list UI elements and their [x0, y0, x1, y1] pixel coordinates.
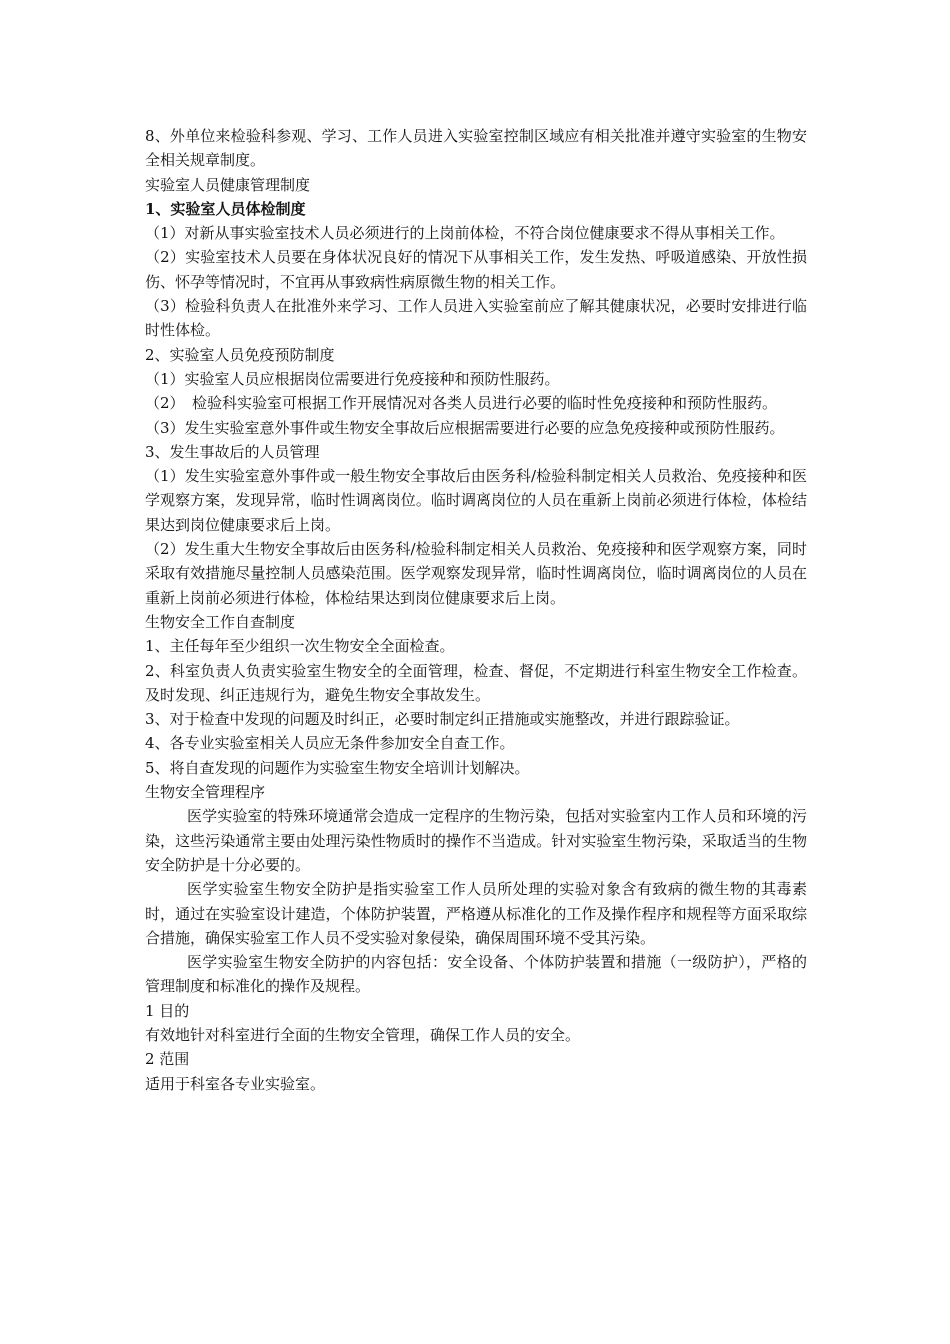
- subsection-heading: 2、实验室人员免疫预防制度: [145, 345, 335, 364]
- paragraph: （1）对新从事实验室技术人员必须进行的上岗前体检，不符合岗位健康要求不得从事相关工作。: [145, 224, 785, 243]
- list-item: 2、科室负责人负责实验室生物安全的全面管理，检查、督促，不定期进行科室生物安全工作检查。及时发现、纠正违规行为，避免生物安全事故发生。: [145, 661, 807, 704]
- subsection-heading: 1、实验室人员体检制度: [145, 199, 306, 218]
- paragraph: 医学实验室生物安全防护是指实验室工作人员所处理的实验对象含有致病的微生物的其毒素时，通过在实验室设计建造，个体防护装置，严格遵从标准化的工作及操作程序和规程等方面采取综合措施，确保实验室工作人员不受实验对象侵染，确保周围环境不受其污染。: [145, 880, 807, 947]
- list-item: 5、将自查发现的问题作为实验室生物安全培训计划解决。: [145, 758, 530, 777]
- paragraph: （2） 检验科实验室可根据工作开展情况对各类人员进行必要的临时性免疫接种和预防性服药。: [145, 394, 778, 413]
- document-body: [145, 124, 807, 1096]
- paragraph: （2）实验室技术人员要在身体状况良好的情况下从事相关工作，发生发热、呼吸道感染、开放性损伤、怀孕等情况时，不宜再从事致病性病原微生物的相关工作。: [145, 248, 807, 291]
- list-item: 4、各专业实验室相关人员应无条件参加安全自查工作。: [145, 734, 515, 753]
- list-item: 3、对于检查中发现的问题及时纠正，必要时制定纠正措施或实施整改，并进行跟踪验证。: [145, 710, 740, 729]
- subsection-heading: 3、发生事故后的人员管理: [145, 442, 320, 461]
- paragraph: （1）实验室人员应根据岗位需要进行免疫接种和预防性服药。: [145, 369, 560, 388]
- paragraph: 医学实验室的特殊环境通常会造成一定程序的生物污染，包括对实验室内工作人员和环境的污染，这些污染通常主要由处理污染性物质时的操作不当造成。针对实验室生物污染，采取适当的生物安全防护是十分必要的。: [145, 807, 807, 874]
- list-item: 1、主任每年至少组织一次生物安全全面检查。: [145, 637, 455, 656]
- paragraph: 有效地针对科室进行全面的生物安全管理，确保工作人员的安全。: [145, 1025, 581, 1044]
- section-heading: 生物安全工作自查制度: [145, 612, 296, 631]
- paragraph: 8、外单位来检验科参观、学习、工作人员进入实验室控制区域应有相关批准并遵守实验室的生物安全相关规章制度。: [145, 127, 807, 170]
- paragraph: （3）检验科负责人在批准外来学习、工作人员进入实验室前应了解其健康状况，必要时安排进行临时性体检。: [145, 297, 807, 340]
- paragraph: （2）发生重大生物安全事故后由医务科/检验科制定相关人员救治、免疫接种和医学观察方案，同时采取有效措施尽量控制人员感染范围。医学观察发现异常，临时性调离岗位，临时调离岗位的人员在重新上岗前必须进行体检，体检结果达到岗位健康要求后上岗。: [145, 540, 807, 607]
- paragraph: 适用于科室各专业实验室。: [145, 1074, 326, 1093]
- paragraph: （1）发生实验室意外事件或一般生物安全事故后由医务科/检验科制定相关人员救治、免疫接种和医学观察方案，发现异常，临时性调离岗位。临时调离岗位的人员在重新上岗前必须进行体检，体检结果达到岗位健康要求后上岗。: [145, 467, 807, 534]
- subsection-heading: 2 范围: [145, 1050, 190, 1069]
- subsection-heading: 1 目的: [145, 1001, 190, 1020]
- paragraph: （3）发生实验室意外事件或生物安全事故后应根据需要进行必要的应急免疫接种或预防性服药。: [145, 418, 785, 437]
- section-heading: 生物安全管理程序: [145, 783, 266, 802]
- paragraph: 医学实验室生物安全防护的内容包括：安全设备、个体防护装置和措施（一级防护），严格的管理制度和标准化的操作及规程。: [145, 953, 807, 996]
- section-heading: 实验室人员健康管理制度: [145, 175, 311, 194]
